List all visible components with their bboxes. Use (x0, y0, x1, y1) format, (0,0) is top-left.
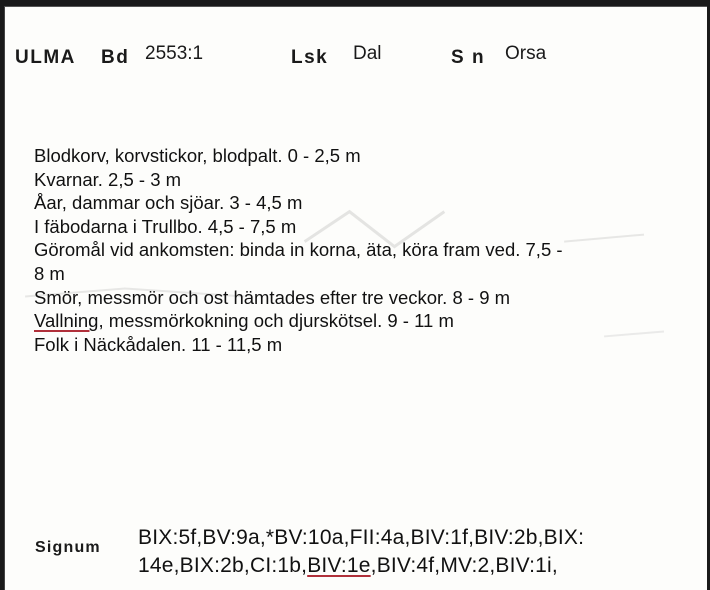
signum-line-2-post: ,BIV:4f,MV:2,BIV:1i, (370, 554, 558, 577)
signum-underlined-code: BIV:1e (307, 554, 371, 577)
signum-line-2-pre: 14e,BIX:2b,CI:1b, (138, 554, 308, 577)
content-line: Blodkorv, korvstickor, blodpalt. 0 - 2,5 m (34, 145, 361, 166)
signum-line-1: BIX:5f,BV:9a,*BV:10a,FII:4a,BIV:1f,BIV:2b,BIX: (138, 526, 585, 549)
signum-label: Signum (35, 539, 101, 556)
archive-label: ULMA (15, 47, 76, 68)
content-line: Smör, messmör och ost hämtades efter tre veckor. 8 - 9 m (34, 286, 511, 308)
content-line-vallning (34, 309, 694, 333)
content-line: Åar, dammar och sjöar. 3 - 4,5 m (34, 192, 303, 214)
content-line: I fäbodarna i Trullbo. 4,5 - 7,5 m (34, 215, 297, 237)
sn-label: S n (451, 47, 486, 68)
bd-value: 2553:1 (145, 43, 204, 64)
signum-values (138, 524, 708, 580)
signum-line-2 (138, 552, 708, 580)
card-header (15, 43, 695, 77)
vallning-rest: , messmörkokning och djurskötsel. 9 - 11 m (98, 310, 454, 332)
sn-value: Orsa (505, 43, 547, 64)
content-line: 8 m (34, 262, 65, 284)
bd-label: Bd (101, 47, 130, 68)
vallning-underlined: Vallning (34, 310, 99, 332)
content-line: Kvarnar. 2,5 - 3 m (34, 168, 182, 190)
content-line: Folk i Näckådalen. 11 - 11,5 m (34, 333, 283, 355)
content-line: Göromål vid ankomsten: binda in korna, äta, köra fram ved. 7,5 - (34, 239, 563, 261)
content-list (34, 144, 694, 356)
lsk-value: Dal (353, 43, 382, 64)
index-card (4, 6, 707, 590)
lsk-label: Lsk (291, 47, 329, 68)
